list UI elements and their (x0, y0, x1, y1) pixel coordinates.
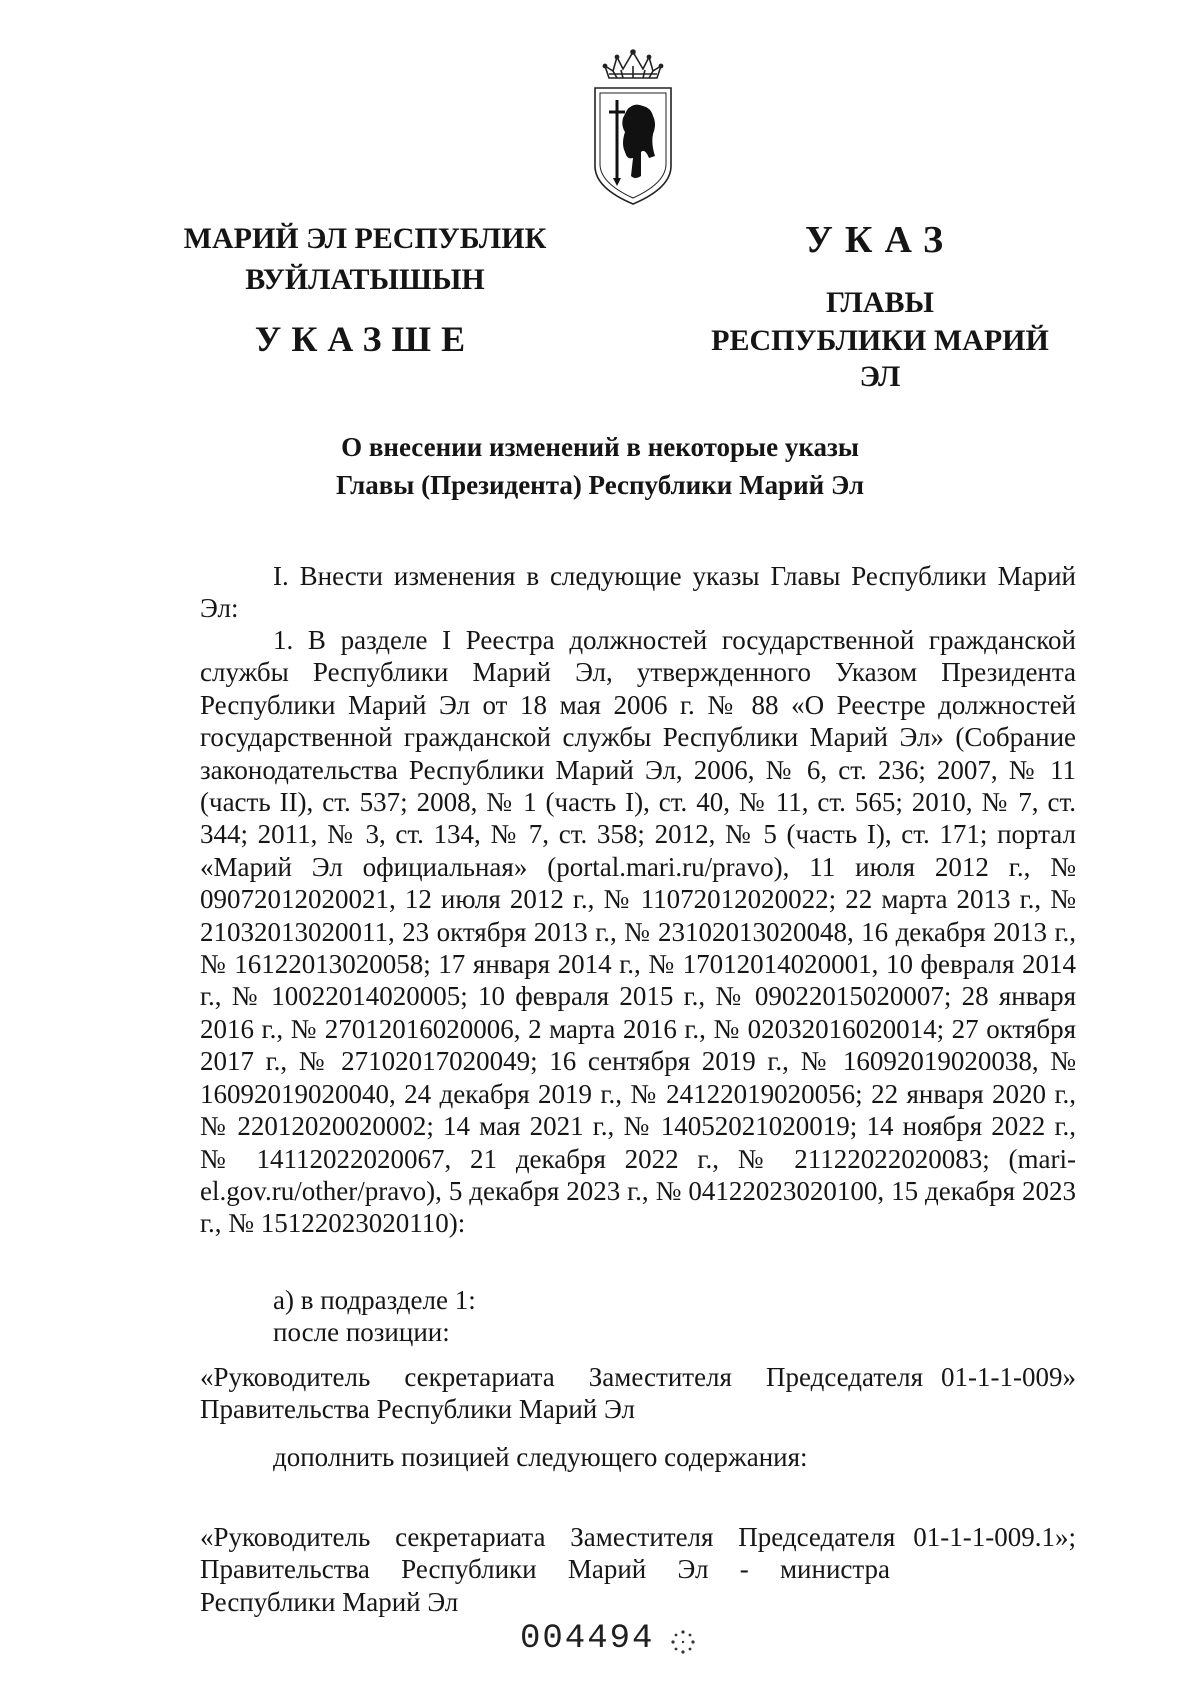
header-right-line3: РЕСПУБЛИКИ МАРИЙ ЭЛ (711, 324, 1049, 393)
position-1-row (200, 1361, 1076, 1393)
document-title (300, 428, 900, 504)
paragraph-4: после позиции: (273, 1317, 450, 1347)
header-right-decree: УКАЗ (805, 219, 955, 261)
paragraph-1: I. Внести изменения в следующие указы Главы Республики Марий Эл: (200, 561, 1076, 624)
serial-number: 004494 (520, 1620, 655, 1658)
position-1-code: 01-1-1-009» (941, 1362, 1076, 1392)
position-2-line1: «Руководитель секретариата Заместителя Председателя (200, 1522, 896, 1552)
position-block-1 (200, 1361, 1076, 1426)
coat-of-arms-icon (587, 48, 679, 208)
header-left-line1: МАРИЙ ЭЛ РЕСПУБЛИК (183, 222, 547, 255)
supplement-text: дополнить позицией следующего содержания: (273, 1442, 808, 1472)
title-line1: О внесении изменений в некоторые указы (341, 432, 859, 462)
star-stamp-icon (669, 1628, 697, 1656)
position-2-row (200, 1521, 1076, 1553)
paragraph-3: а) в подразделе 1: (273, 1285, 476, 1315)
position-2-code: 01-1-1-009.1»; (913, 1522, 1076, 1552)
position-block-2 (200, 1521, 1076, 1618)
header-left-line2: ВУЙЛАТЫШЫН (245, 263, 485, 296)
position-1-line1: «Руководитель секретариата Заместителя Председателя (200, 1362, 924, 1392)
title-line2: Главы (Президента) Республики Марий Эл (335, 470, 865, 500)
paragraph-2: 1. В разделе I Реестра должностей государственной гражданской службы Республики Марий Эл, утвержденного Указом Президента Республики Марий Эл от 18 мая 2006 г. № 88 «О Реестре должностей государственной гражданской службы Республики Марий Эл» (Собрание законодательства Республики Марий Эл, 2006, № 6, ст. 236; 2007, № 11 (часть II), ст. 537; 2008, № 1 (часть I), ст. 40, № 11, ст. 565; 2010, № 7, ст. 344; 2011, № 3, ст. 134, № 7, ст. 358; 2012, № 5 (часть I), ст. 171; портал «Марий Эл официальная» (portal.mari.ru/pravo), 11 июля 2012 г., № 09072012020021, 12 июля 2012 г., № 11072012020022; 22 марта 2013 г., № 21032013020011, 23 октября 2013 г., № 23102013020048, 16 декабря 2013 г., № 16122013020058; 17 января 2014 г., № 17012014020001, 10 февраля 2014 г., № 10022014020005; 10 февраля 2015 г., № 09022015020007; 28 января 2016 г., № 27012016020006, 2 марта 2016 г., № 02032016020014; 27 октября 2017 г., № 27102017020049; 16 сентября 2019 г., № 16092019020038, № 16092019020040, 24 декабря 2019 г., № 24122019020056; 22 января 2020 г., № 22012020020002; 14 мая 2021 г., № 14052021020019; 14 ноября 2022 г., № 14112022020067, 21 декабря 2022 г., № 21122022020083; (mari-el.gov.ru/other/pravo), 5 декабря 2023 г., № 04122023020100, 15 декабря 2023 г., № 15122023020110): (200, 625, 1076, 1239)
position-2-line2: Правительства Республики Марий Эл - министра (200, 1554, 890, 1585)
position-1-line2: Правительства Республики Марий Эл (200, 1394, 635, 1425)
position-2-line3: Республики Марий Эл (200, 1586, 459, 1617)
header-left-decree: УКАЗШЕ (254, 319, 476, 359)
header-right-line2: ГЛАВЫ (825, 286, 935, 319)
